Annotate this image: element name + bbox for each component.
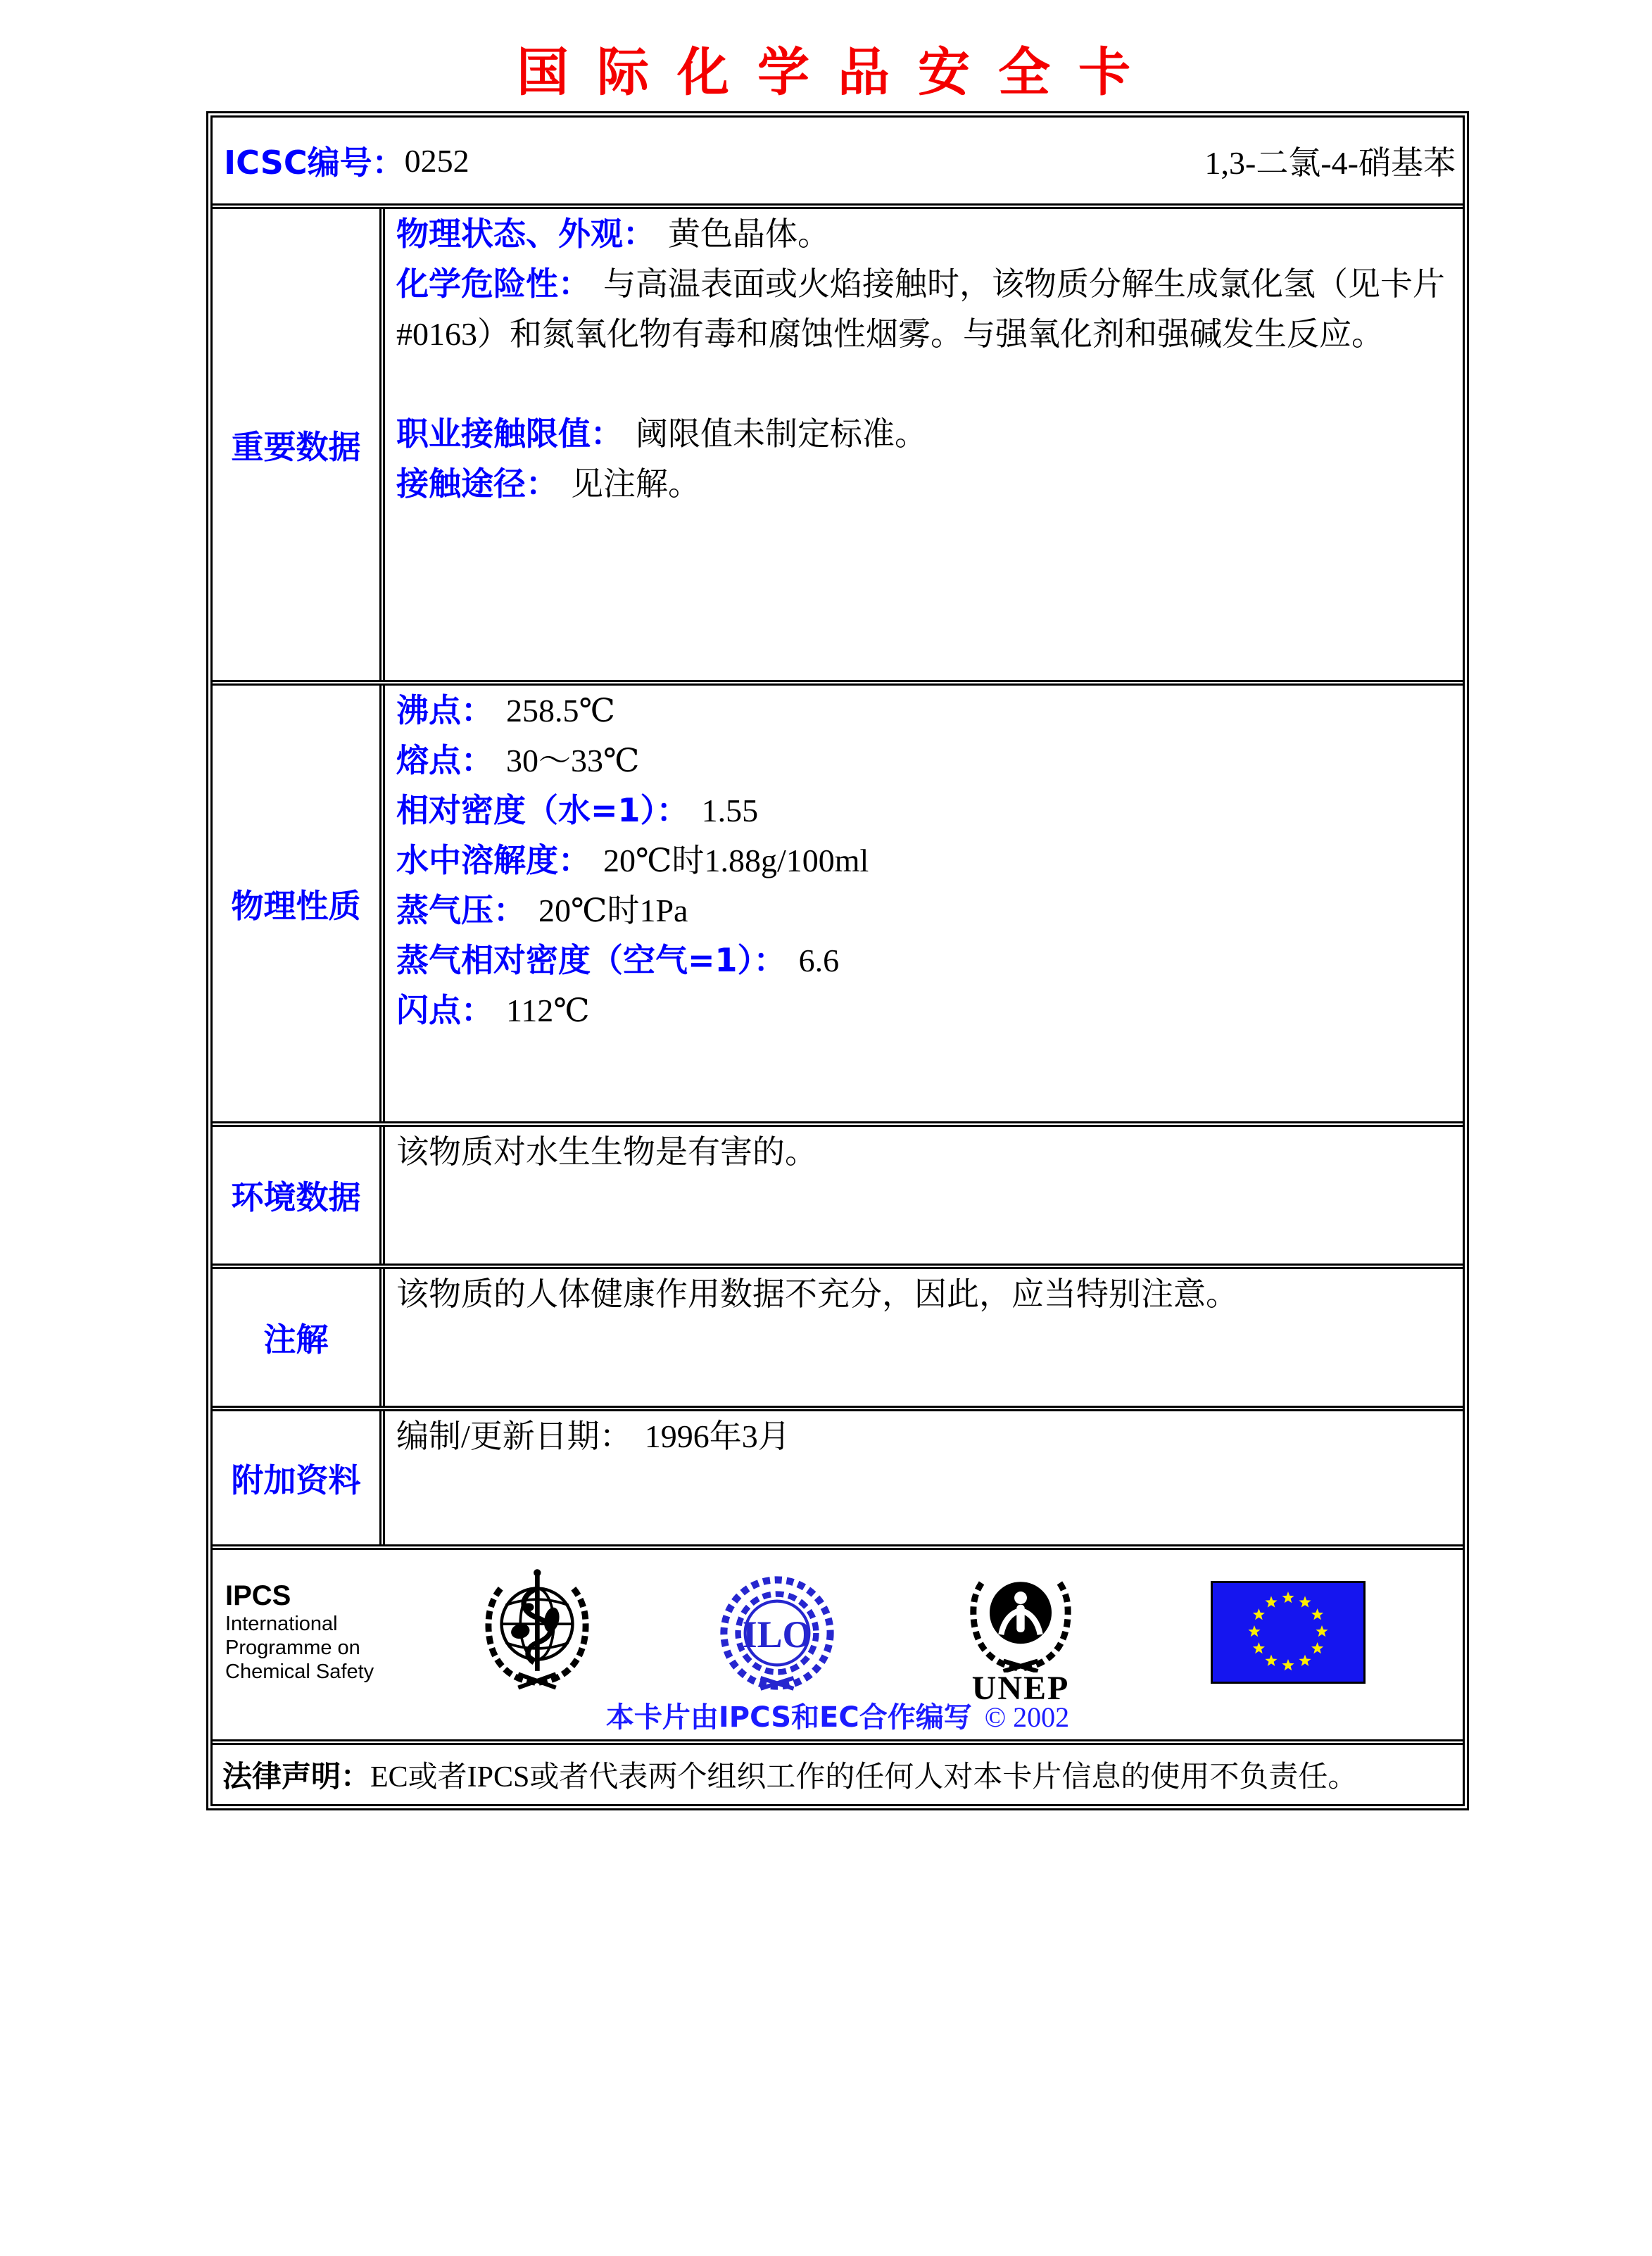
caption-text: 本卡片由IPCS和EC合作编写 xyxy=(605,1701,972,1734)
environmental-data-row xyxy=(213,1121,1463,1264)
field-value: 258.5℃ xyxy=(506,693,615,729)
legal-text: EC或者IPCS或者代表两个组织工作的任何人对本卡片信息的使用不负责任。 xyxy=(370,1761,1358,1794)
section-label-notes: 注解 xyxy=(213,1269,385,1406)
additional-info-content xyxy=(385,1411,1463,1544)
ipcs-line-3: Chemical Safety xyxy=(225,1661,374,1683)
eu-flag-icon xyxy=(1211,1581,1366,1687)
occupational-exposure-limit-line xyxy=(396,409,1456,459)
property-flash-point xyxy=(396,985,1456,1035)
who-logo-icon xyxy=(474,1565,600,1694)
icsc-number-value: 0252 xyxy=(404,142,469,179)
caption-year: © 2002 xyxy=(984,1701,1070,1733)
ilo-logo-icon xyxy=(718,1574,836,1696)
legal-label: 法律声明： xyxy=(222,1759,371,1794)
property-relative-density xyxy=(396,786,1456,836)
property-melting-point xyxy=(396,736,1456,786)
field-value: 1996年3月 xyxy=(644,1418,790,1454)
additional-info-row xyxy=(213,1406,1463,1544)
section-label-environmental-data: 环境数据 xyxy=(213,1127,385,1264)
physical-properties-content xyxy=(385,686,1463,1121)
field-label: 沸点： xyxy=(396,691,493,729)
field-value: 6.6 xyxy=(798,943,840,978)
field-value: 黄色晶体。 xyxy=(668,216,830,252)
chemical-danger-line xyxy=(396,259,1456,359)
field-value: 20℃时1.88g/100ml xyxy=(603,843,869,878)
physical-state-line xyxy=(396,209,1456,259)
section-label-additional-info: 附加资料 xyxy=(213,1411,385,1544)
icsc-table xyxy=(206,111,1469,1810)
icsc-number-label: ICSC编号： xyxy=(224,144,405,182)
field-label: 水中溶解度： xyxy=(396,841,591,879)
section-label-important-data: 重要数据 xyxy=(213,209,385,680)
property-vapor-pressure xyxy=(396,886,1456,935)
unep-logo-block xyxy=(957,1567,1084,1706)
field-value: 见注解。 xyxy=(571,466,700,502)
cooperation-caption xyxy=(213,1695,1463,1735)
field-label: 闪点： xyxy=(396,991,493,1029)
notes-content xyxy=(385,1269,1463,1406)
icsc-number-group xyxy=(224,137,1205,184)
field-value: 112℃ xyxy=(506,992,590,1028)
page-title: 国际化学品安全卡 xyxy=(517,44,1159,102)
notes-text: 该物质的人体健康作用数据不充分，因此，应当特别注意。 xyxy=(396,1276,1238,1312)
field-label: 蒸气压： xyxy=(396,891,526,929)
notes-row xyxy=(213,1264,1463,1406)
field-value: 与高温表面或火焰接触时，该物质分解生成氯化氢（见卡片#0163）和氮氧化物有毒和腐蚀性烟雾。与强氧化剂和强碱发生反应。 xyxy=(396,266,1445,352)
environmental-data-content xyxy=(385,1127,1463,1264)
prepared-updated-line xyxy=(396,1411,1456,1461)
field-value: 20℃时1Pa xyxy=(538,893,688,928)
field-label: 物理状态、外观： xyxy=(396,215,655,253)
field-label: 编制/更新日期： xyxy=(396,1418,632,1454)
field-value: 30～33℃ xyxy=(506,743,640,779)
field-label: 职业接触限值： xyxy=(396,415,623,453)
field-label: 熔点： xyxy=(396,741,493,779)
logos-row xyxy=(213,1544,1463,1739)
chemical-name: 1,3-二氯-4-硝基苯 xyxy=(1204,145,1456,181)
field-value: 阈限值未制定标准。 xyxy=(636,416,927,452)
unep-wordmark: UNEP xyxy=(971,1670,1070,1707)
field-label: 蒸气相对密度（空气=1）： xyxy=(396,941,786,979)
ipcs-line-1: International xyxy=(225,1613,338,1635)
field-value: 1.55 xyxy=(701,793,759,828)
property-vapor-relative-density xyxy=(396,935,1456,985)
environmental-data-text: 该物质对水生生物是有害的。 xyxy=(396,1134,817,1170)
important-data-row xyxy=(213,203,1463,680)
field-label: 接触途径： xyxy=(396,465,558,503)
field-label: 化学危险性： xyxy=(396,265,591,303)
ipcs-block xyxy=(225,1580,374,1684)
important-data-content xyxy=(385,209,1463,680)
legal-row xyxy=(213,1739,1463,1804)
ilo-letters: ILO xyxy=(742,1613,812,1656)
property-boiling-point xyxy=(396,686,1456,736)
ipcs-line-2: Programme on xyxy=(225,1637,360,1659)
field-label: 相对密度（水=1）： xyxy=(396,791,689,829)
header-row xyxy=(213,118,1463,203)
exposure-routes-line xyxy=(396,459,1456,509)
ipcs-title: IPCS xyxy=(225,1580,291,1611)
physical-properties-row xyxy=(213,680,1463,1121)
property-water-solubility xyxy=(396,836,1456,886)
section-label-physical-properties: 物理性质 xyxy=(213,686,385,1121)
